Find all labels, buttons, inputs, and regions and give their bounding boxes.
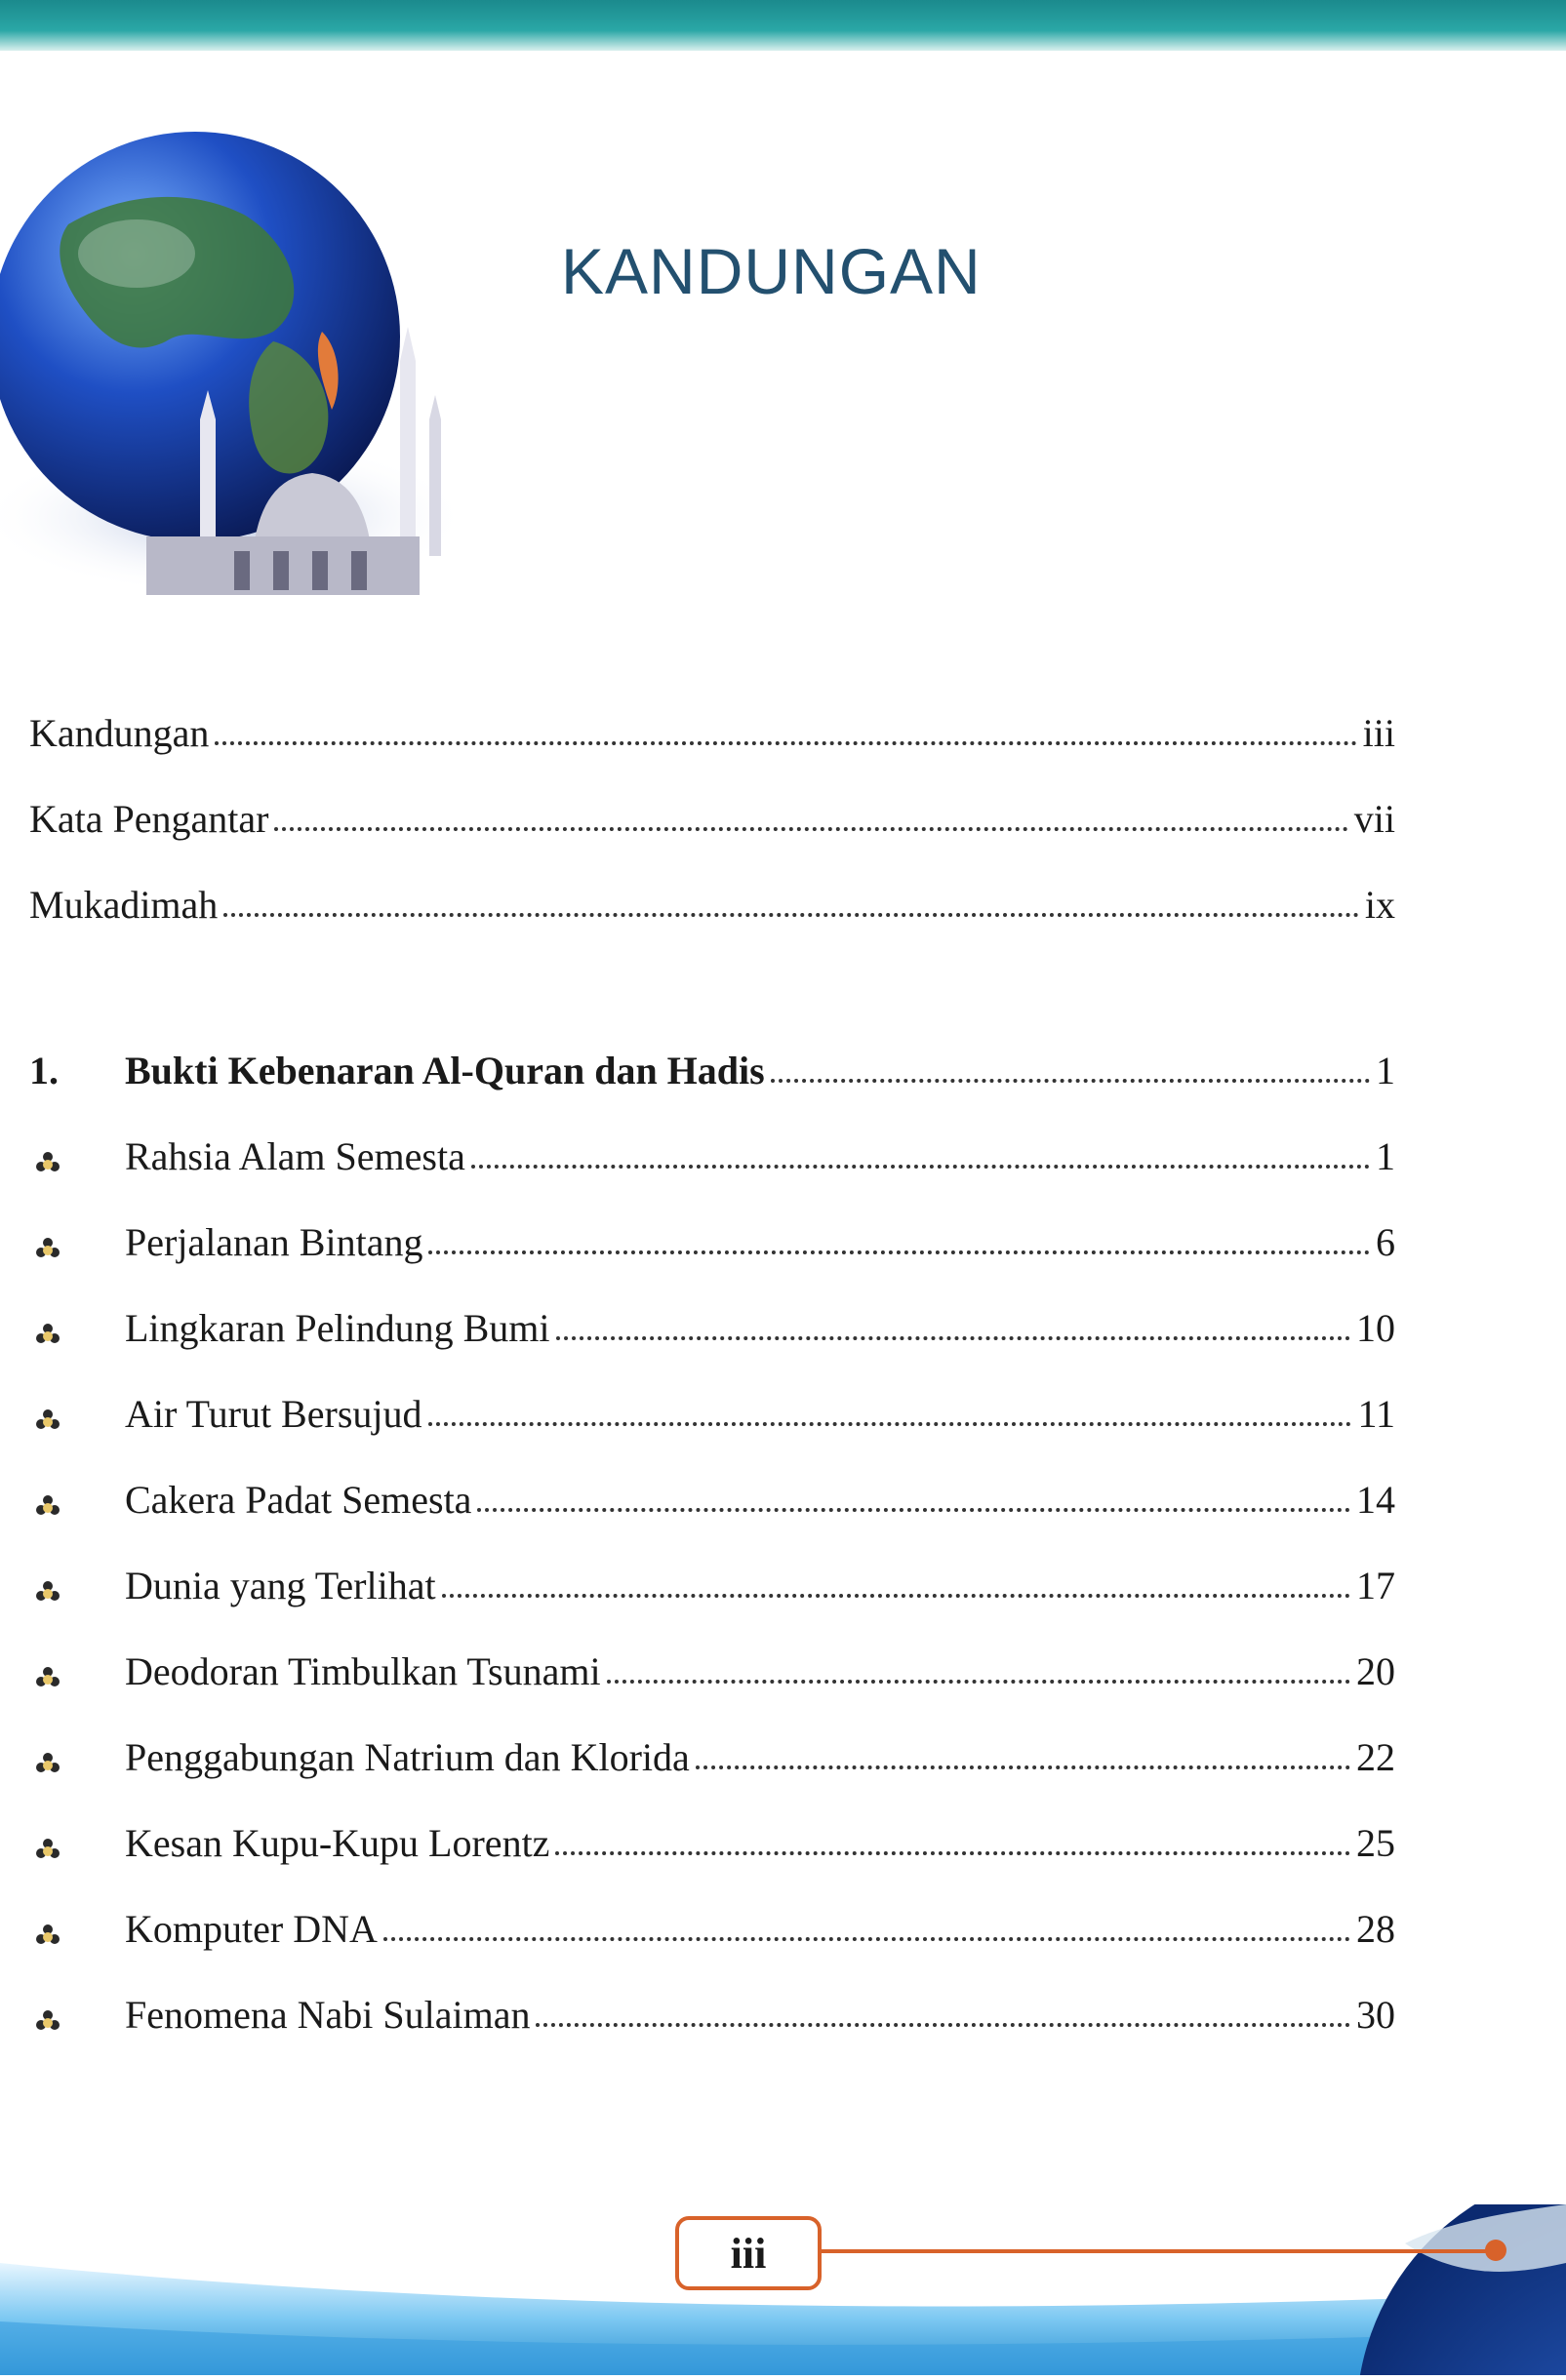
leader-dots: [555, 1851, 1350, 1855]
flower-bullet-icon: [29, 1323, 125, 1348]
toc-label: Deodoran Timbulkan Tsunami: [125, 1649, 601, 1693]
toc-section-entry[interactable]: [29, 1805, 1395, 1863]
toc-page-number: ix: [1364, 883, 1395, 927]
toc-page-number: 20: [1356, 1649, 1395, 1693]
toc-section-entry[interactable]: [29, 1890, 1395, 1949]
toc-section-entry[interactable]: [29, 1719, 1395, 1777]
chapter-number: 1.: [29, 1049, 59, 1092]
leader-dots: [771, 1079, 1370, 1083]
leader-dots: [471, 1165, 1370, 1169]
flower-bullet-icon: [29, 1752, 125, 1777]
flower-bullet-icon: [29, 1838, 125, 1863]
toc-section-entry[interactable]: [29, 1976, 1395, 2035]
toc-label: Perjalanan Bintang: [125, 1220, 423, 1264]
globe-mosque-icon: [0, 107, 507, 615]
toc-section-entry[interactable]: [29, 1461, 1395, 1520]
toc-section-entry[interactable]: [29, 1289, 1395, 1348]
toc-page-number: 11: [1357, 1392, 1395, 1436]
toc-section-entry[interactable]: [29, 1204, 1395, 1262]
flower-bullet-icon: [29, 1237, 125, 1262]
toc-page-number: 1: [1376, 1134, 1395, 1178]
flower-bullet-icon: [29, 1151, 125, 1176]
toc-section-entry[interactable]: [29, 1375, 1395, 1434]
toc-page-number: 6: [1376, 1220, 1395, 1264]
chapter-title: Bukti Kebenaran Al-Quran dan Hadis: [125, 1049, 765, 1092]
page-number: iii: [675, 2216, 822, 2290]
toc-label: Air Turut Bersujud: [125, 1392, 422, 1436]
leader-dots: [223, 913, 1359, 917]
toc-page-number: 28: [1356, 1907, 1395, 1951]
top-banner: [0, 0, 1566, 51]
flower-bullet-icon: [29, 1408, 125, 1434]
leader-dots: [536, 2023, 1350, 2027]
toc-label: Kandungan: [29, 711, 210, 755]
leader-dots: [428, 1250, 1370, 1254]
toc-label: Cakera Padat Semesta: [125, 1478, 472, 1522]
toc-entry[interactable]: [29, 694, 1395, 753]
leader-dots: [607, 1680, 1350, 1684]
toc-section-entry[interactable]: [29, 1633, 1395, 1691]
toc-label: Fenomena Nabi Sulaiman: [125, 1993, 531, 2037]
toc-label: Kata Pengantar: [29, 797, 269, 841]
leader-dots: [477, 1508, 1350, 1512]
toc-label: Dunia yang Terlihat: [125, 1564, 436, 1607]
flower-bullet-icon: [29, 1666, 125, 1691]
toc-page-number: iii: [1362, 711, 1395, 755]
footer-dot: [1485, 2240, 1506, 2261]
leader-dots: [215, 741, 1356, 745]
toc-label: Lingkaran Pelindung Bumi: [125, 1306, 550, 1350]
flower-bullet-icon: [29, 1924, 125, 1949]
toc-page-number: 10: [1356, 1306, 1395, 1350]
toc-section-entry[interactable]: [29, 1118, 1395, 1176]
toc-page-number: 30: [1356, 1993, 1395, 2037]
leader-dots: [428, 1422, 1352, 1426]
toc-page-number: 1: [1376, 1049, 1395, 1092]
toc-entry[interactable]: [29, 780, 1395, 839]
toc-page-number: 14: [1356, 1478, 1395, 1522]
page-title: KANDUNGAN: [561, 235, 982, 307]
toc-label: Kesan Kupu-Kupu Lorentz: [125, 1821, 550, 1865]
footer-line: [822, 2249, 1495, 2253]
flower-bullet-icon: [29, 2009, 125, 2035]
toc-chapter-entry[interactable]: [29, 1032, 1395, 1091]
leader-dots: [442, 1594, 1350, 1598]
leader-dots: [696, 1765, 1350, 1769]
toc-label: Rahsia Alam Semesta: [125, 1134, 465, 1178]
toc-page-number: 17: [1356, 1564, 1395, 1607]
flower-bullet-icon: [29, 1494, 125, 1520]
toc-page-number: 25: [1356, 1821, 1395, 1865]
toc-page-number: vii: [1353, 797, 1395, 841]
toc-page-number: 22: [1356, 1735, 1395, 1779]
toc-label: Komputer DNA: [125, 1907, 378, 1951]
toc-label: Mukadimah: [29, 883, 219, 927]
toc-section-entry[interactable]: [29, 1547, 1395, 1606]
leader-dots: [383, 1937, 1350, 1941]
toc-entry[interactable]: [29, 866, 1395, 925]
leader-dots: [556, 1336, 1350, 1340]
leader-dots: [274, 827, 1347, 831]
flower-bullet-icon: [29, 1580, 125, 1606]
toc-label: Penggabungan Natrium dan Klorida: [125, 1735, 690, 1779]
